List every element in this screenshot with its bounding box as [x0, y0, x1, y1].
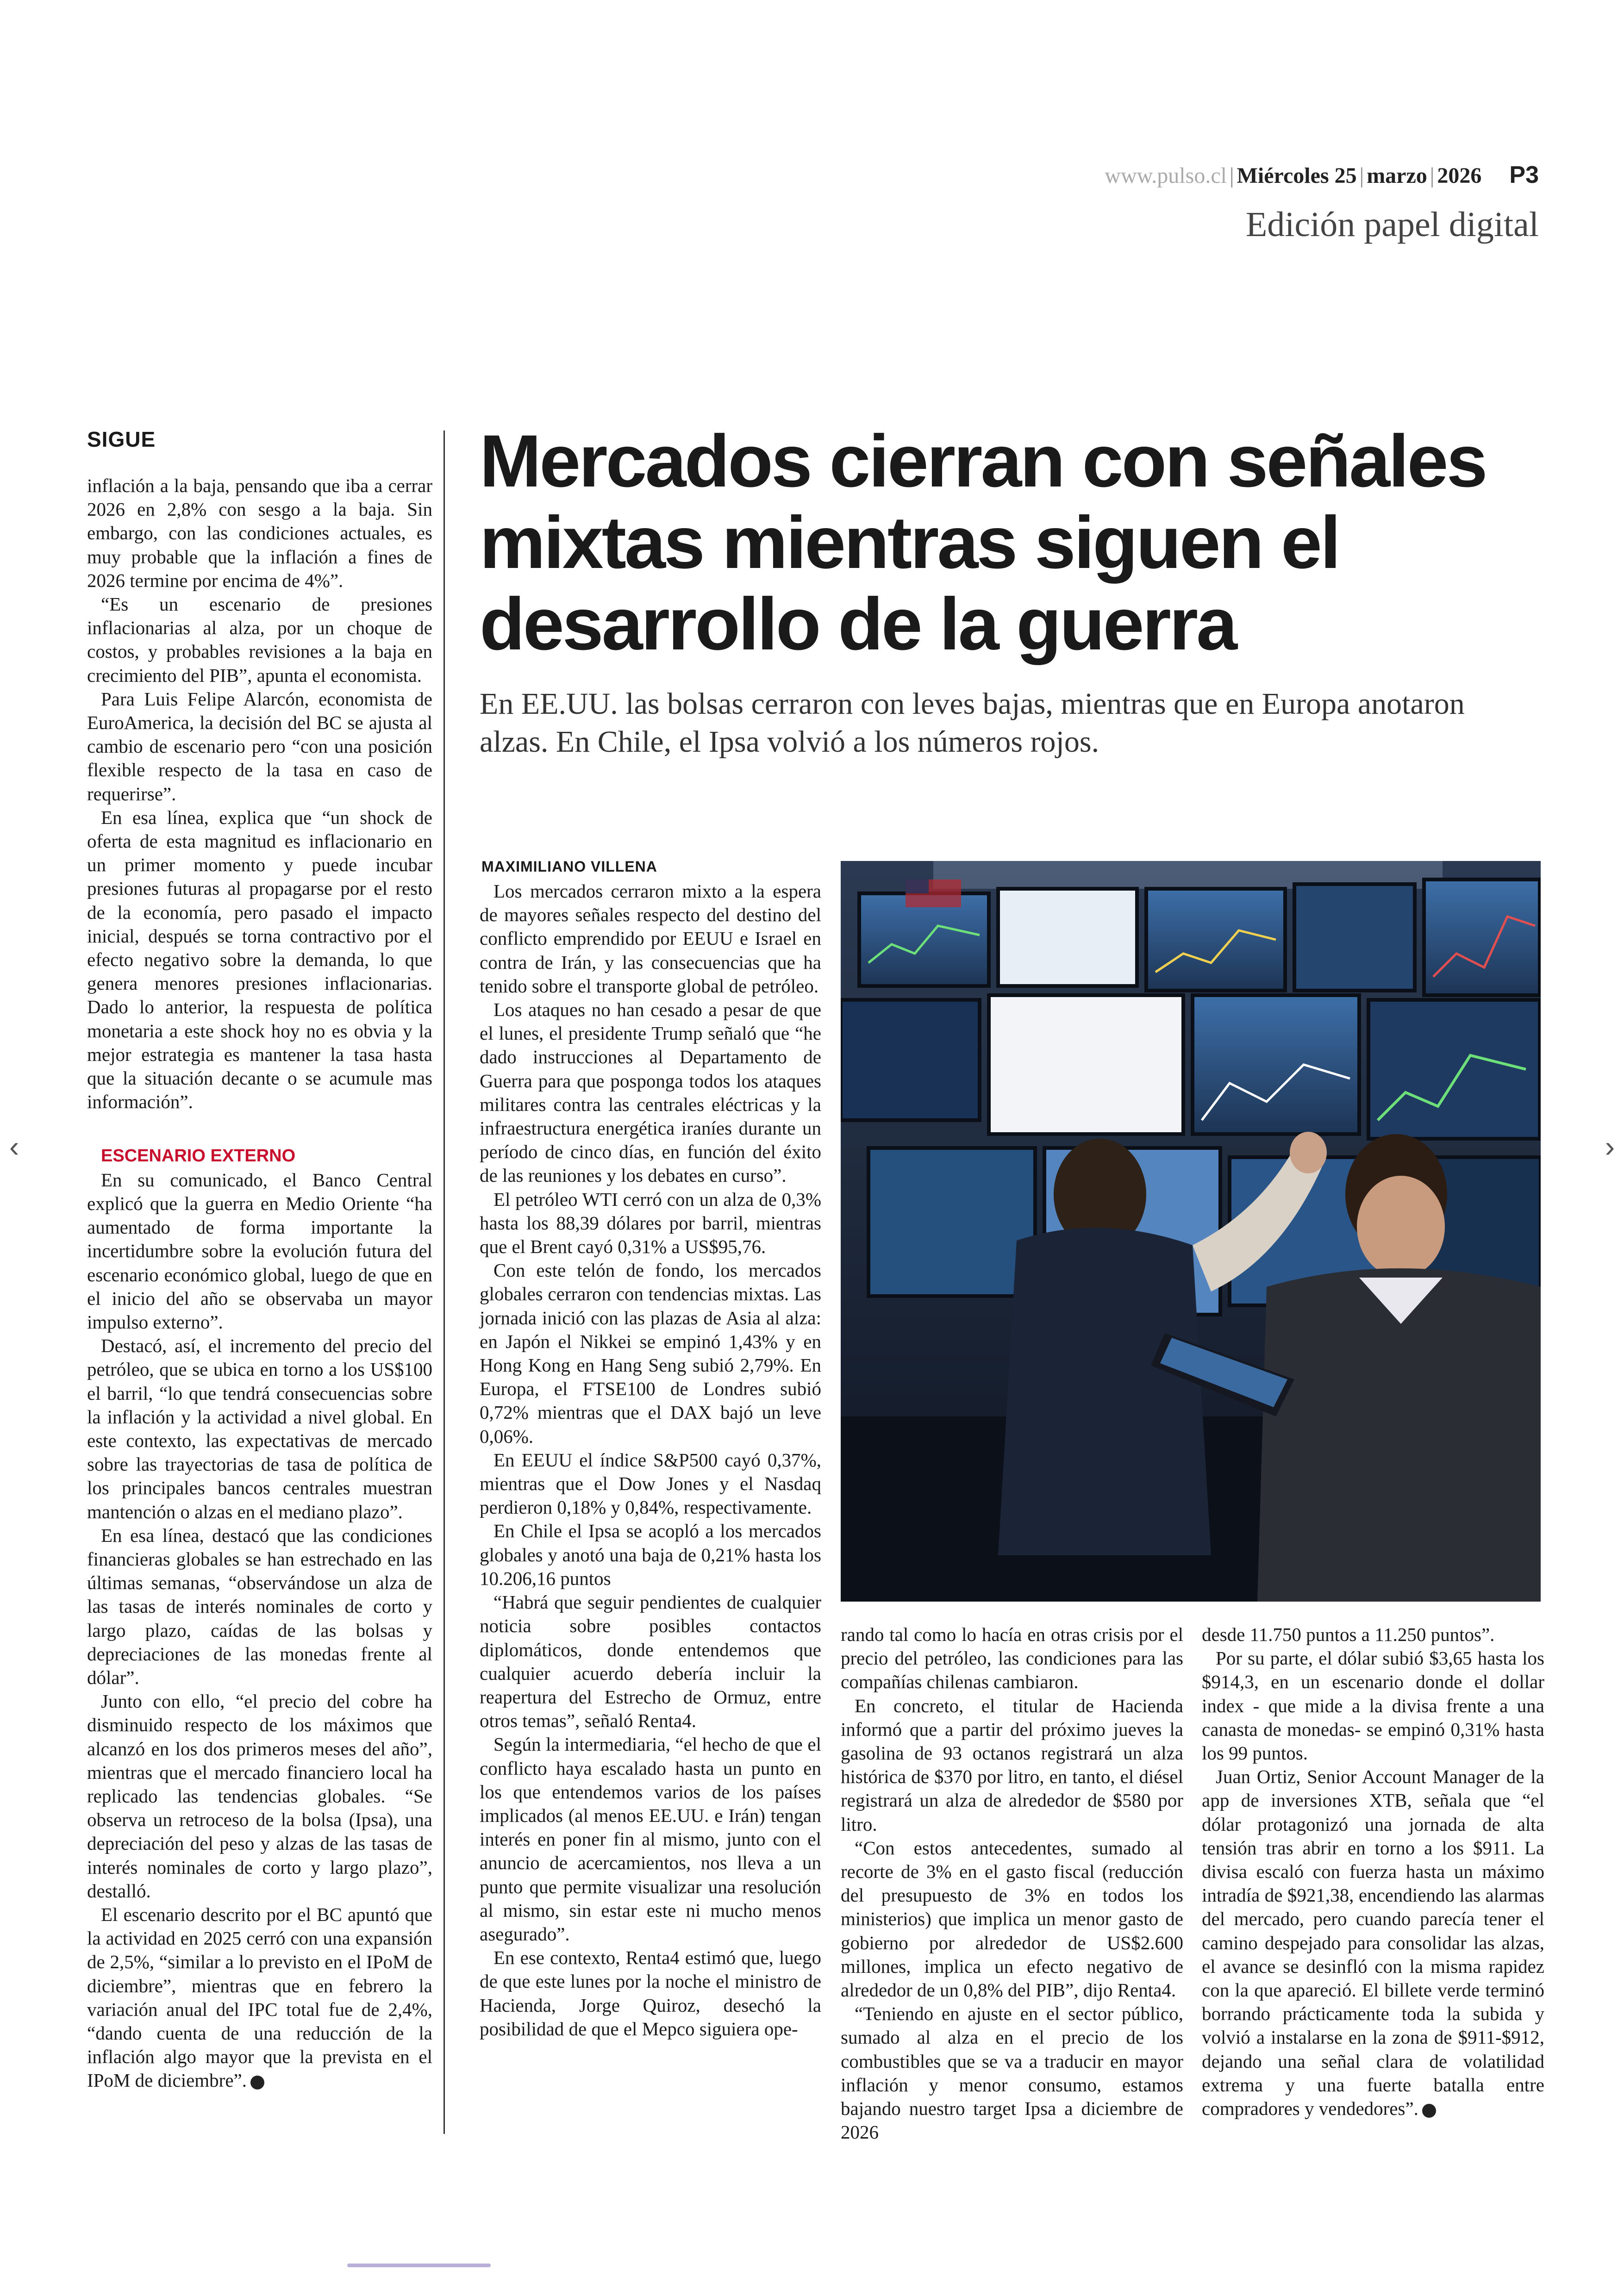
- paragraph: rando tal como lo hacía en otras crisis por el precio del petróleo, las condiciones para las compañías chilenas cambiaron.: [841, 1624, 1183, 1693]
- paragraph-text: Juan Ortiz, Senior Account Manager de la app de inversiones XTB, señala que “el dólar protagonizó una jornada de alta tensión tras abrir en torno a los $911. La divisa escaló con fuerza hasta un máximo intradía de $921,38, encendiendo las alarmas del mercado, pero cuando parecía tener el camino despejado para consolidar las alzas, el avance se desinfló con la misma rapidez con la que apareció. El billete verde terminó borrando prácticamente toda la subida y volvió a instalarse en la zona de $911-$912, dejando una señal clara de volatilidad extrema y una fuerte batalla entre compradores y vendedores”.: [1202, 1766, 1544, 2120]
- paragraph: Según la intermediaria, “el hecho de que el conflicto haya escalado hasta un punto en los que entendemos varios de los países implicados (al menos EE.UU. e Irán) tengan interés en poner fin al mismo, junto con el anuncio de acercamientos, nos lleva a un punto que permite visualizar una resolución al mismo, sin estar este ni mucho menos asegurado”.: [480, 1734, 821, 1945]
- paragraph: Junto con ello, “el precio del cobre ha disminuido respecto de los máximos que alcanzó en los dos primeros meses del año”, mientras que el mercado financiero local ha replicado las tendencias globales. “Se observa un retroceso de la bolsa (Ipsa), una depreciación del peso y alzas de las tasas de interés nominales de corto y largo plazo”, destalló.: [87, 1690, 432, 1902]
- paragraph: El petróleo WTI cerró con un alza de 0,3% hasta los 88,39 dólares por barril, mientras que el Brent cayó 0,31% a US$95,76.: [480, 1188, 821, 1258]
- paragraph: Para Luis Felipe Alarcón, economista de EuroAmerica, la decisión del BC se ajusta al cambio de escenario pero “con una posición flexible respecto de la tasa en caso de requerirse”.: [87, 688, 432, 804]
- traders-photo-illustration: [841, 861, 1541, 1602]
- prev-page-arrow-icon[interactable]: ‹: [9, 1130, 19, 1163]
- end-mark-icon: [250, 2076, 264, 2089]
- paragraph: [87, 1903, 432, 2093]
- page-header: www.pulso.cl | Miércoles 25 | marzo | 2026 P3: [1105, 162, 1539, 188]
- left-column: [87, 474, 432, 2093]
- page-number: P3: [1509, 162, 1539, 188]
- paragraph: En EEUU el índice S&P500 cayó 0,37%, mientras que el Dow Jones y el Nasdaq perdieron 0,18% y 0,84%, respectivamente.: [480, 1449, 821, 1518]
- paragraph: En Chile el Ipsa se acopló a los mercados globales y anotó una baja de 0,21% hasta los 10.206,16 puntos: [480, 1520, 821, 1589]
- site-url[interactable]: www.pulso.cl: [1105, 163, 1227, 188]
- date-year: 2026: [1437, 163, 1482, 188]
- section-subhead: ESCENARIO EXTERNO: [101, 1146, 296, 1166]
- paragraph: “Con estos antecedentes, sumado al recorte de 3% en el gasto fiscal (reducción del presupuesto de 3% en todos los ministerios) que implica un menor gasto de gobierno por alrededor de US$2.600 millones, implica un efecto negativo de alrededor de un 0,8% del PIB”, dijo Renta4.: [841, 1837, 1183, 2001]
- paragraph: En esa línea, explica que “un shock de oferta de esta magnitud es inflacionario en un primer momento y puede incubar presiones futuras al propagarse por el resto de la economía, pero pasado el impacto inicial, después se torna contractivo por el efecto negativo sobre la demanda, lo que genera menores presiones inflacionarias. Dado lo anterior, la respuesta de política monetaria a este shock hoy no es obvia y la mejor estrategia es mantener la tasa hasta que la situación decante o se acumule mas información”.: [87, 806, 432, 1113]
- paragraph: Los ataques no han cesado a pesar de que el lunes, el presidente Trump señaló que “he dado instrucciones al Departamento de Guerra para que posponga todos los ataques militares contra las centrales eléctricas y la infraestructura energética iraníes durante un período de cinco días, en función del éxito de las reuniones y los debates en curso”.: [480, 999, 821, 1186]
- next-page-arrow-icon[interactable]: ›: [1605, 1130, 1615, 1163]
- paragraph: inflación a la baja, pensando que iba a cerrar 2026 en 2,8% con sesgo a la baja. Sin embargo, con las condiciones actuales, es muy probable que la inflación a fines de 2026 termine por encima de 4%”.: [87, 475, 432, 591]
- paragraph: En concreto, el titular de Hacienda informó que a partir del próximo jueves la gasolina de 93 octanos registrará un alza histórica de $370 por litro, en tanto, el diésel registrará un alza de alrededor de $580 por litro.: [841, 1695, 1183, 1835]
- article-column-2: [841, 1623, 1183, 2144]
- edition-label: Edición papel digital: [1245, 205, 1539, 244]
- paragraph: “Teniendo en ajuste en el sector público, sumado al alza en el precio de los combustibles que se va a traducir en mayor inflación y menor consumo, estamos bajando nuestro target Ipsa a diciembre de 2026: [841, 2003, 1183, 2143]
- date-month: marzo: [1367, 163, 1427, 188]
- paragraph: Los mercados cerraron mixto a la espera de mayores señales respecto del destino del conflicto emprendido por EEUU e Israel en contra de Irán, y las consecuencias que ha tenido sobre el transporte global de petróleo.: [480, 880, 821, 997]
- paragraph: Con este telón de fondo, los mercados globales cerraron con tendencias mixtas. Las jornada inició con las plazas de Asia al alza: en Japón el Nikkei se empinó 1,43% y en Hong Kong en Hang Seng subió 2,79%. En Europa, el FTSE100 de Londres subió 0,72% mientras que el DAX bajó un leve 0,06%.: [480, 1260, 821, 1447]
- paragraph: Por su parte, el dólar subió $3,65 hasta los $914,3, en un escenario donde el dollar index - que mide a la divisa frente a una canasta de monedas- se empinó 0,31% hasta los 99 puntos.: [1202, 1647, 1544, 1764]
- paragraph: [1202, 1765, 1544, 2120]
- article-photo: [841, 861, 1541, 1602]
- paragraph: Destacó, así, el incremento del precio del petróleo, que se ubica en torno a los US$100 el barril, “lo que tendrá consecuencias sobre la inflación y la actividad a nivel global. En este contexto, las expectativas de mercado sobre las trayectorias de tasa de política de los principales bancos centrales muestran mantención o alzas en el mediano plazo”.: [87, 1335, 432, 1522]
- article-column-1: [480, 879, 821, 2041]
- paragraph: desde 11.750 puntos a 11.250 puntos”.: [1202, 1624, 1495, 1645]
- paragraph: En ese contexto, Renta4 estimó que, luego de que este lunes por la noche el ministro de Hacienda, Jorge Quiroz, desechó la posibilidad de que el Mepco siguiera ope-: [480, 1947, 821, 2039]
- headline: Mercados cierran con señales mixtas mientras siguen el desarrollo de la guerra: [480, 419, 1486, 665]
- column-divider: [443, 430, 445, 2134]
- paragraph: “Es un escenario de presiones inflacionarias al alza, por un choque de costos, y probables revisiones a la baja en crecimiento del PIB”, apunta el economista.: [87, 593, 432, 686]
- article-column-3: [1202, 1623, 1544, 2120]
- paragraph: En esa línea, destacó que las condiciones financieras globales se han estrechado en las últimas semanas, “observándose un alza de las tasas de interés nominales de corto y largo plazo, caídas de las bolsas y depreciaciones de las monedas frente al dólar”.: [87, 1524, 432, 1688]
- continued-label: SIGUE: [87, 427, 156, 451]
- paragraph: En su comunicado, el Banco Central explicó que la guerra en Medio Oriente “ha aumentado de forma importante la incertidumbre sobre la evolución futura del escenario económico global, luego de que en el inicio del año se observaba un mayor impulso externo”.: [87, 1169, 432, 1333]
- deck: En EE.UU. las bolsas cerraron con leves bajas, mientras que en Europa anotaron alzas. En Chile, el Ipsa volvió a los números rojos.: [480, 687, 1465, 759]
- date-day: Miércoles 25: [1237, 163, 1357, 188]
- paragraph-text: El escenario descrito por el BC apuntó que la actividad en 2025 cerró con una expansión de 2,5%, “similar a lo previsto en el IPoM de diciembre”, mientras que en febrero la variación anual del IPC total fue de 2,4%, “dando cuenta de una reducción de la inflación algo mayor que la prevista en el IPoM de diciembre”.: [87, 1903, 432, 2091]
- byline: MAXIMILIANO VILLENA: [481, 858, 657, 875]
- paragraph: “Habrá que seguir pendientes de cualquier noticia sobre posibles contactos diplomáticos, donde entendemos que cualquier acuerdo debería incluir la reapertura del Estrecho de Ormuz, entre otros temas”, señaló Renta4.: [480, 1591, 821, 1732]
- end-mark-icon: [1422, 2104, 1436, 2118]
- horizontal-scrollbar[interactable]: [347, 2264, 491, 2267]
